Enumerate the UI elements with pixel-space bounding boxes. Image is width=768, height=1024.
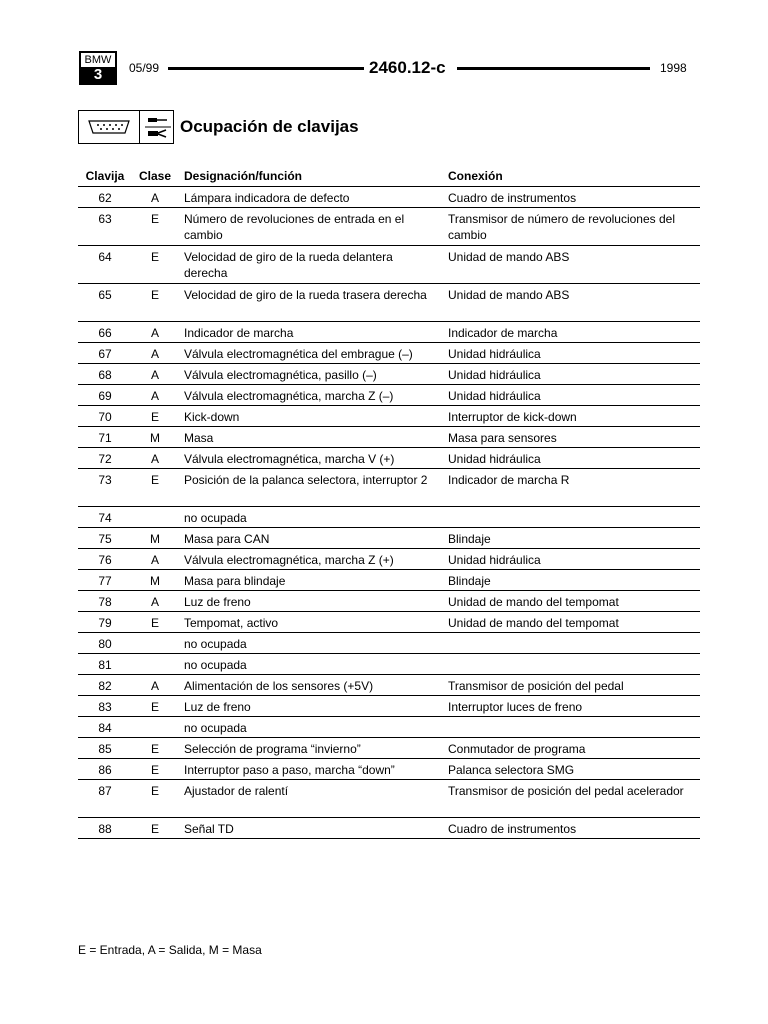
table-row — [78, 570, 700, 591]
header-year: 1998 — [660, 61, 687, 75]
connection-cell: Unidad hidráulica — [448, 452, 541, 466]
function-cell: Indicador de marcha — [184, 326, 294, 340]
table-row — [78, 612, 700, 633]
connection-cell: Unidad de mando ABS — [448, 288, 570, 302]
connection-cell: Interruptor luces de freno — [448, 700, 583, 714]
class-cell: E — [150, 616, 159, 630]
header-class: Clase — [138, 169, 172, 183]
function-cell: Kick-down — [184, 410, 240, 424]
function-cell: no ocupada — [184, 637, 247, 651]
class-cell: M — [150, 431, 160, 445]
table-row — [78, 528, 700, 549]
table-row — [78, 448, 700, 469]
connector-pictogram — [78, 110, 174, 144]
table-row — [78, 507, 700, 528]
pin-cell: 79 — [98, 616, 112, 630]
header-rule-left — [168, 67, 364, 70]
function-cell: Válvula electromagnética, marcha Z (+) — [184, 553, 394, 567]
connection-cell: Transmisor de posición del pedal — [448, 679, 624, 693]
pin-cell: 84 — [98, 721, 112, 735]
class-cell: M — [150, 532, 160, 546]
connection-cell: Cuadro de instrumentos — [448, 191, 577, 205]
pin-cell: 86 — [98, 763, 112, 777]
function-cell: Ajustador de ralentí — [184, 784, 289, 798]
pin-cell: 62 — [98, 191, 112, 205]
connection-cell: Unidad de mando del tempomat — [448, 595, 619, 609]
table-row — [78, 208, 700, 246]
connection-cell: Unidad hidráulica — [448, 553, 541, 567]
function-cell: Luz de freno — [184, 595, 251, 609]
table-row — [78, 427, 700, 448]
pin-cell: 68 — [98, 368, 112, 382]
header-function: Designación/función — [184, 169, 303, 183]
class-cell: E — [150, 822, 159, 836]
connection-cell: Blindaje — [448, 532, 491, 546]
table-row — [78, 633, 700, 654]
table-row — [78, 780, 700, 818]
function-cell: no ocupada — [184, 721, 247, 735]
function-cell: Válvula electromagnética, marcha V (+) — [184, 452, 395, 466]
table-row — [78, 696, 700, 717]
table-row — [78, 385, 700, 406]
table-row — [78, 549, 700, 570]
class-cell: E — [150, 212, 159, 226]
connection-cell: Indicador de marcha R — [448, 473, 570, 487]
table-row — [78, 343, 700, 364]
function-cell: Luz de freno — [184, 700, 251, 714]
header-connection: Conexión — [448, 169, 503, 183]
table-row — [78, 717, 700, 738]
table-row — [78, 654, 700, 675]
pin-assignment-table — [78, 165, 700, 839]
pin-cell: 85 — [98, 742, 112, 756]
pin-cell: 87 — [98, 784, 112, 798]
pin-cell: 64 — [98, 250, 112, 264]
connection-cell: Unidad de mando ABS — [448, 250, 570, 264]
class-cell: E — [150, 250, 159, 264]
table-header-row — [78, 165, 700, 187]
pin-cell: 74 — [98, 511, 112, 525]
pin-cell: 82 — [98, 679, 112, 693]
class-cell: A — [150, 452, 159, 466]
function-cell: Velocidad de giro de la rueda trasera derecha — [184, 288, 427, 302]
connection-cell: Transmisor de número de revoluciones del cambio — [448, 212, 675, 242]
pictogram-divider — [139, 111, 140, 143]
table-row — [78, 759, 700, 780]
table-row — [78, 591, 700, 612]
class-cell: A — [150, 389, 159, 403]
function-cell: Velocidad de giro de la rueda delantera derecha — [184, 250, 393, 280]
table-row — [78, 322, 700, 343]
class-cell: A — [150, 679, 159, 693]
connection-cell: Unidad hidráulica — [448, 389, 541, 403]
class-legend: E = Entrada, A = Salida, M = Masa — [78, 943, 262, 957]
connection-cell: Interruptor de kick-down — [448, 410, 577, 424]
table-row — [78, 469, 700, 507]
class-cell: E — [150, 473, 159, 487]
function-cell: Posición de la palanca selectora, interruptor 2 — [184, 473, 428, 487]
table-row — [78, 246, 700, 284]
class-cell: E — [150, 763, 159, 777]
pin-cell: 78 — [98, 595, 112, 609]
function-cell: Selección de programa “invierno” — [184, 742, 361, 756]
function-cell: Válvula electromagnética, marcha Z (–) — [184, 389, 394, 403]
table-row — [78, 406, 700, 427]
bmw-3-logo — [79, 51, 117, 85]
pin-cell: 75 — [98, 532, 112, 546]
function-cell: Masa para blindaje — [184, 574, 286, 588]
table-row — [78, 675, 700, 696]
function-cell: no ocupada — [184, 658, 247, 672]
connection-cell: Indicador de marcha — [448, 326, 558, 340]
pin-cell: 83 — [98, 700, 112, 714]
class-cell: M — [150, 574, 160, 588]
connector-plug-icon — [88, 120, 130, 134]
pin-cell: 72 — [98, 452, 112, 466]
connection-cell: Conmutador de programa — [448, 742, 586, 756]
function-cell: Lámpara indicadora de defecto — [184, 191, 350, 205]
table-row — [78, 284, 700, 322]
class-cell: E — [150, 700, 159, 714]
pin-cell: 70 — [98, 410, 112, 424]
table-row — [78, 187, 700, 208]
connection-cell: Masa para sensores — [448, 431, 557, 445]
function-cell: Tempomat, activo — [184, 616, 279, 630]
pin-cell: 76 — [98, 553, 112, 567]
function-cell: Número de revoluciones de entrada en el cambio — [184, 212, 405, 242]
header-pin: Clavija — [85, 169, 125, 183]
function-cell: Alimentación de los sensores (+5V) — [184, 679, 374, 693]
table-row — [78, 364, 700, 385]
pin-cell: 81 — [98, 658, 112, 672]
function-cell: Masa para CAN — [184, 532, 270, 546]
connection-cell: Palanca selectora SMG — [448, 763, 575, 777]
pin-cell: 80 — [98, 637, 112, 651]
pin-cell: 88 — [98, 822, 112, 836]
class-cell: A — [150, 368, 159, 382]
pin-cell: 65 — [98, 288, 112, 302]
pin-cell: 67 — [98, 347, 112, 361]
pin-terminal-icon — [145, 114, 171, 140]
header-date: 05/99 — [129, 61, 160, 75]
logo-series: 3 — [81, 67, 115, 83]
function-cell: Masa — [184, 431, 214, 445]
class-cell: E — [150, 784, 159, 798]
connection-cell: Blindaje — [448, 574, 491, 588]
class-cell: A — [150, 595, 159, 609]
class-cell: A — [150, 191, 159, 205]
function-cell: Válvula electromagnética, pasillo (–) — [184, 368, 377, 382]
function-cell: Señal TD — [184, 822, 234, 836]
header-rule-right — [457, 67, 650, 70]
connection-cell: Cuadro de instrumentos — [448, 822, 577, 836]
table-row — [78, 818, 700, 839]
connection-cell: Transmisor de posición del pedal acelerador — [448, 784, 684, 798]
class-cell: A — [150, 326, 159, 340]
class-cell: E — [150, 410, 159, 424]
function-cell: no ocupada — [184, 511, 247, 525]
class-cell: A — [150, 553, 159, 567]
table-row — [78, 738, 700, 759]
pin-cell: 63 — [98, 212, 112, 226]
pin-cell: 69 — [98, 389, 112, 403]
page-title: Ocupación de clavijas — [180, 117, 359, 136]
document-code: 2460.12-c — [369, 58, 446, 77]
table-body — [78, 187, 700, 839]
pin-cell: 77 — [98, 574, 112, 588]
class-cell: E — [150, 742, 159, 756]
connection-cell: Unidad hidráulica — [448, 347, 541, 361]
class-cell: E — [150, 288, 159, 302]
connection-cell: Unidad hidráulica — [448, 368, 541, 382]
pin-cell: 73 — [98, 473, 112, 487]
pin-cell: 66 — [98, 326, 112, 340]
function-cell: Interruptor paso a paso, marcha “down” — [184, 763, 395, 777]
logo-brand: BMW — [84, 54, 112, 66]
class-cell: A — [150, 347, 159, 361]
function-cell: Válvula electromagnética del embrague (–) — [184, 347, 413, 361]
connection-cell: Unidad de mando del tempomat — [448, 616, 619, 630]
pin-cell: 71 — [98, 431, 112, 445]
